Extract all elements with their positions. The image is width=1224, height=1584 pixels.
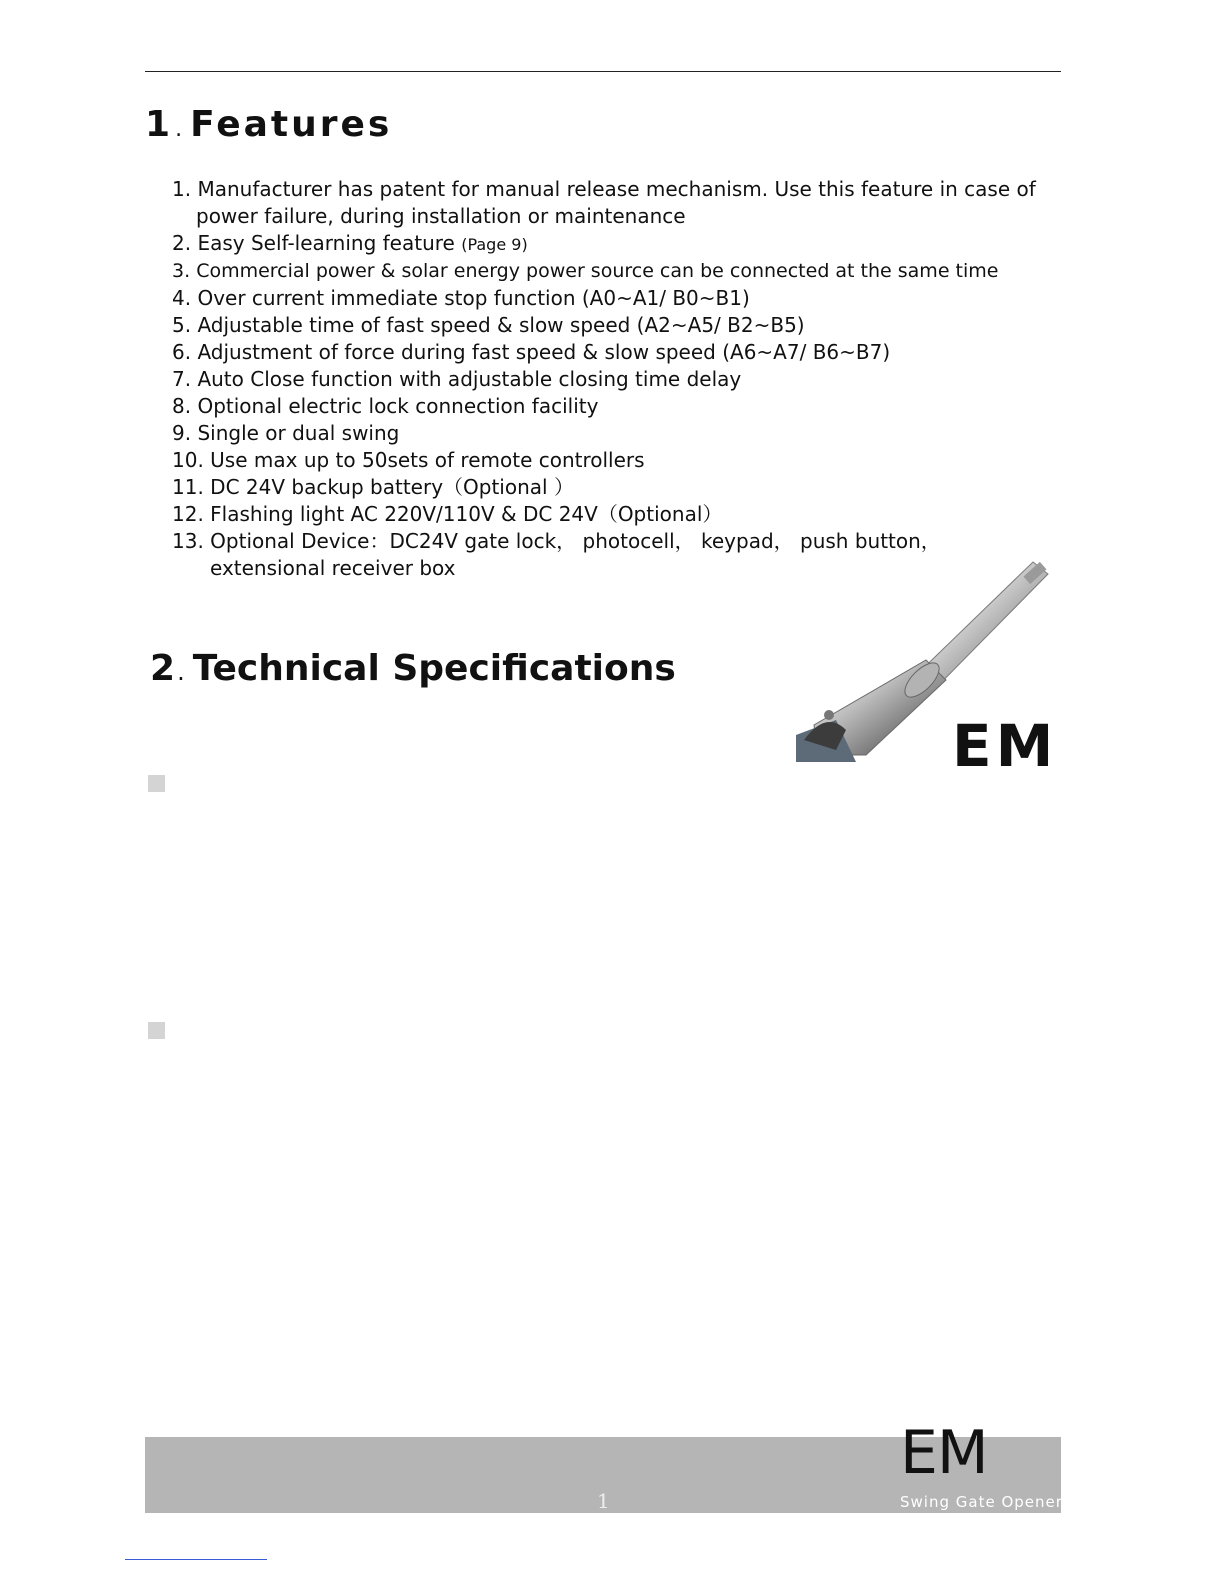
feature-item: 2. Easy Self-learning feature (Page 9) — [172, 231, 528, 255]
product-logo: EM — [952, 712, 1058, 780]
feature-item: 12. Flashing light AC 220V/110V & DC 24V（Optional） — [172, 502, 723, 526]
section-separator: . — [175, 117, 183, 142]
feature-item: 10. Use max up to 50sets of remote controllers — [172, 448, 645, 472]
feature-item: 6. Adjustment of force during fast speed & slow speed (A6~A7/ B6~B7) — [172, 340, 891, 364]
section-title: Features — [190, 104, 393, 145]
top-rule — [145, 71, 1061, 72]
section-number: 2 — [150, 648, 176, 689]
footer-brand: EM — [900, 1418, 988, 1488]
feature-item: 7. Auto Close function with adjustable closing time delay — [172, 367, 742, 391]
feature-item: 4. Over current immediate stop function (A0~A1/ B0~B1) — [172, 286, 750, 310]
spec-bullet-square — [148, 775, 165, 792]
footer-tagline: Swing Gate Opener — [900, 1493, 1063, 1511]
section-number: 1 — [145, 104, 174, 145]
feature-item: 5. Adjustable time of fast speed & slow speed (A2~A5/ B2~B5) — [172, 313, 805, 337]
feature-item: 1. Manufacturer has patent for manual release mechanism. Use this feature in case of power failure, during installation or maintenance — [172, 177, 1036, 228]
spec-bullet-square — [148, 1022, 165, 1039]
feature-item: 3. Commercial power & solar energy power source can be connected at the same time — [172, 260, 999, 282]
feature-item: 11. DC 24V backup battery（Optional ） — [172, 475, 574, 499]
page-reference: (Page 9) — [461, 235, 528, 254]
feature-item: 13. Optional Device：DC24V gate lock， photocell， keypad， push button， extensional receiver box — [172, 529, 941, 580]
section-heading-technical-specifications — [150, 648, 676, 689]
feature-list — [172, 176, 1072, 582]
feature-item: 9. Single or dual swing — [172, 421, 400, 445]
page-number: 1 — [597, 1489, 610, 1513]
section-heading-features — [145, 104, 392, 145]
link-underline — [125, 1559, 267, 1560]
section-separator: . — [177, 658, 185, 686]
feature-item: 8. Optional electric lock connection facility — [172, 394, 599, 418]
section-title: Technical Specifications — [192, 648, 676, 689]
